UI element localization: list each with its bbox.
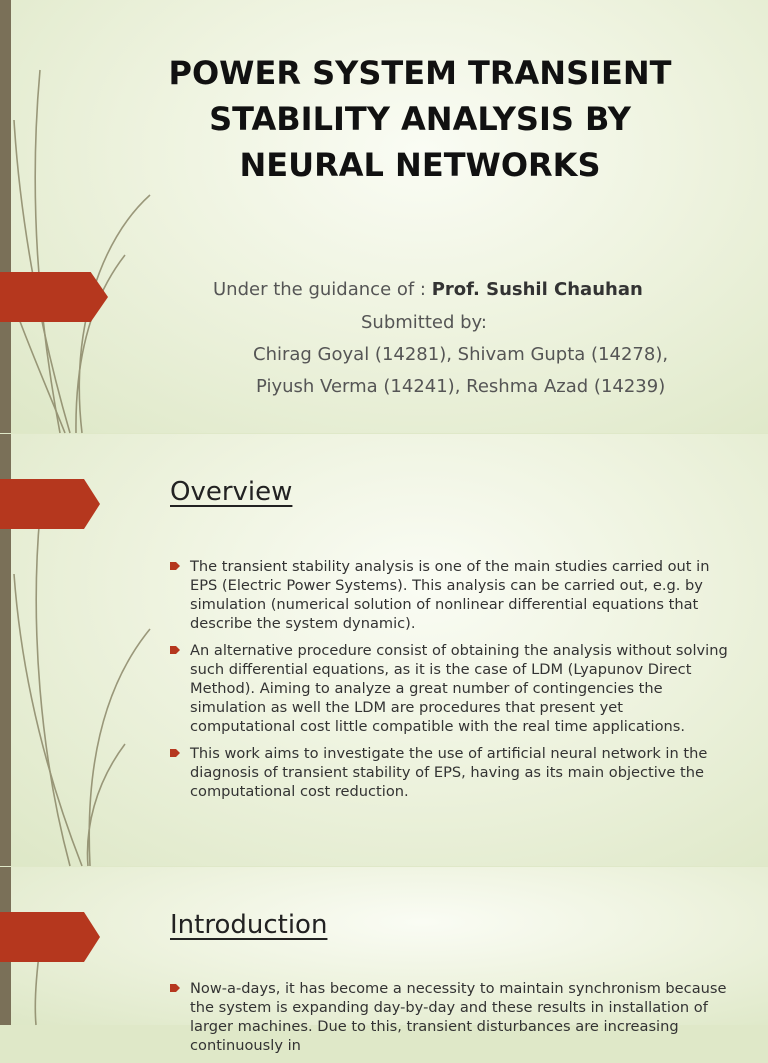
- list-item: The transient stability analysis is one of the main studies carried out in EPS (Electric Power Systems). This analysis can be carried out, e.g. by simulation (numerical solution of nonlinear differential equations that describe the system dynamic).: [170, 557, 730, 633]
- red-arrow-bullet-icon: [170, 646, 180, 654]
- red-arrow-marker: [0, 479, 100, 529]
- guidance-line: [213, 279, 643, 300]
- guidance-label: Under the guidance of :: [213, 279, 426, 300]
- presentation-title: POWER SYSTEM TRANSIENT STABILITY ANALYSIS BY NEURAL NETWORKS: [168, 54, 672, 184]
- submitted-by-label: Submitted by:: [361, 312, 487, 333]
- red-arrow-marker: [0, 272, 108, 322]
- authors-line-1: Chirag Goyal (14281), Shivam Gupta (14278),: [253, 344, 669, 365]
- introduction-slide: [0, 867, 768, 1054]
- introduction-bullet-list: [170, 979, 730, 1063]
- list-item: An alternative procedure consist of obtaining the analysis without solving such differential equations, as it is the case of LDM (Lyapunov Direct Method). Aiming to analyze a great number of contingencies the simulation as well the LDM are procedures that present yet computational cost little compatible with the real time applications.: [170, 641, 730, 736]
- guide-name: Prof. Sushil Chauhan: [431, 279, 643, 300]
- authors-line-2: Piyush Verma (14241), Reshma Azad (14239): [256, 376, 666, 397]
- overview-heading: Overview: [170, 477, 293, 507]
- red-arrow-marker: [0, 912, 100, 962]
- overview-bullet-list: [170, 557, 730, 809]
- overview-slide: [0, 434, 768, 866]
- red-arrow-bullet-icon: [170, 984, 180, 992]
- list-item: This work aims to investigate the use of artificial neural network in the diagnosis of transient stability of EPS, having as its main objective the computational cost reduction.: [170, 744, 730, 801]
- decorative-vine-lines: [0, 0, 160, 433]
- red-arrow-bullet-icon: [170, 562, 180, 570]
- list-item: Now-a-days, it has become a necessity to maintain synchronism because the system is expanding day-by-day and these results in installation of larger machines. Due to this, transient disturbances are increasing continuously in: [170, 979, 730, 1055]
- red-arrow-bullet-icon: [170, 749, 180, 757]
- introduction-heading: Introduction: [170, 910, 328, 940]
- title-slide: [0, 0, 768, 433]
